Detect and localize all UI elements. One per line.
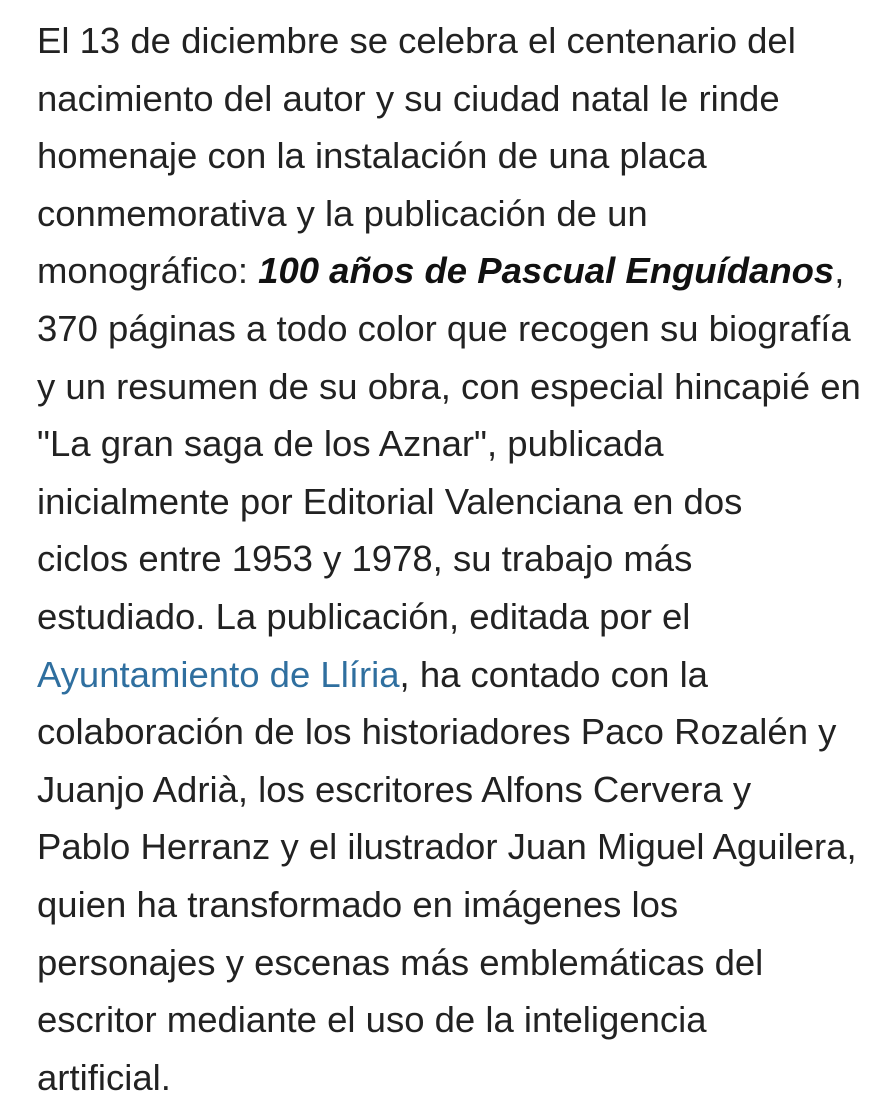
text-line: homenaje con la instalación de una placa — [37, 135, 707, 177]
text-line: Pablo Herranz y el ilustrador Juan Miguel Aguilera, — [37, 826, 857, 868]
text-line: ciclos entre 1953 y 1978, su trabajo más — [37, 538, 693, 580]
text-line: Juanjo Adrià, los escritores Alfons Cervera y — [37, 768, 752, 810]
text-line: quien ha transformado en imágenes los — [37, 883, 679, 925]
text-line: escritor mediante el uso de la inteligencia — [37, 999, 707, 1041]
text-line: colaboración de los historiadores Paco Rozalén y — [37, 711, 837, 753]
book-title: 100 años de Pascual Enguídanos — [258, 250, 835, 292]
text-line: y un resumen de su obra, con especial hincapié en — [37, 365, 861, 407]
text-segment: , ha contado con la — [399, 653, 708, 695]
text-line: inicialmente por Editorial Valenciana en dos — [37, 480, 743, 522]
text-line: estudiado. La publicación, editada por el — [37, 595, 691, 637]
text-line: artificial. — [37, 1056, 171, 1098]
text-segment: , — [834, 250, 845, 292]
text-line: "La gran saga de los Aznar", publicada — [37, 423, 664, 465]
article-paragraph — [37, 12, 876, 1106]
text-line: El 13 de diciembre se celebra el centenario del — [37, 20, 796, 61]
text-line: nacimiento del autor y su ciudad natal le rinde — [37, 77, 780, 119]
text-line: conmemorativa y la publicación de un — [37, 192, 648, 234]
ayuntamiento-link[interactable]: Ayuntamiento de Llíria — [37, 653, 400, 695]
text-segment: monográfico: — [37, 250, 259, 292]
text-line — [37, 242, 876, 300]
text-line — [37, 646, 876, 704]
text-line: 370 páginas a todo color que recogen su biografía — [37, 307, 851, 349]
text-line: personajes y escenas más emblemáticas del — [37, 941, 764, 983]
